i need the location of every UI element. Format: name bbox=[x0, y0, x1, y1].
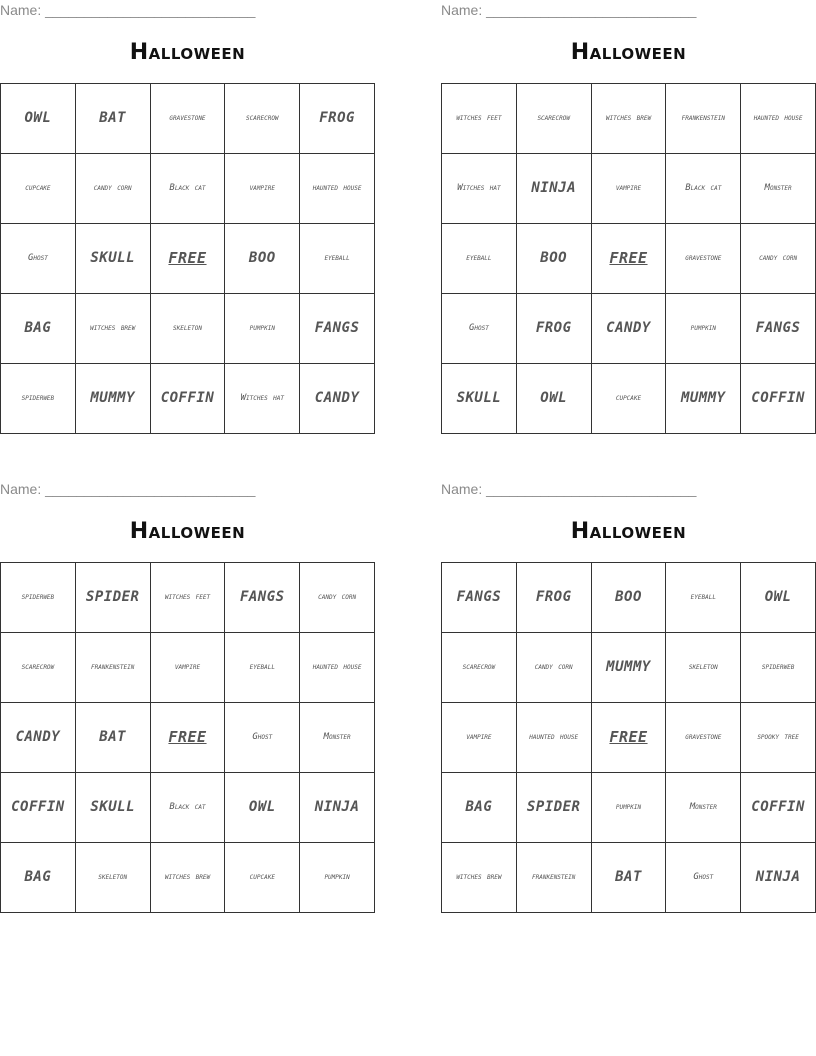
bingo-cell[interactable]: Ghost bbox=[1, 224, 76, 294]
bingo-grid bbox=[441, 562, 816, 913]
bingo-row bbox=[1, 563, 375, 633]
bingo-cell[interactable]: haunted house bbox=[300, 154, 375, 224]
free-space-cell[interactable]: FREE bbox=[150, 224, 225, 294]
free-space-cell[interactable]: FREE bbox=[591, 224, 666, 294]
bingo-row bbox=[1, 633, 375, 703]
bingo-cell[interactable]: BAT bbox=[75, 703, 150, 773]
bingo-row bbox=[442, 154, 816, 224]
bingo-cell[interactable]: eyeball bbox=[442, 224, 517, 294]
bingo-cell[interactable]: CANDY bbox=[300, 364, 375, 434]
bingo-cell[interactable]: skeleton bbox=[75, 843, 150, 913]
bingo-cell[interactable]: vampire bbox=[225, 154, 300, 224]
free-space-cell[interactable]: FREE bbox=[150, 703, 225, 773]
card-title: Halloween bbox=[129, 40, 246, 65]
bingo-cell[interactable]: gravestone bbox=[666, 224, 741, 294]
bingo-cell[interactable]: FROG bbox=[516, 563, 591, 633]
bingo-cell[interactable]: gravestone bbox=[150, 84, 225, 154]
name-field[interactable]: Name: ___________________________ bbox=[441, 481, 697, 497]
bingo-cell[interactable]: scarecrow bbox=[1, 633, 76, 703]
bingo-cell[interactable]: Witches hat bbox=[225, 364, 300, 434]
bingo-cell[interactable]: pumpkin bbox=[666, 294, 741, 364]
bingo-cell[interactable]: skeleton bbox=[666, 633, 741, 703]
bingo-cell[interactable]: CANDY bbox=[591, 294, 666, 364]
bingo-cell[interactable]: spiderweb bbox=[1, 364, 76, 434]
card-title: Halloween bbox=[129, 519, 246, 544]
bingo-row bbox=[442, 703, 816, 773]
bingo-row bbox=[1, 703, 375, 773]
bingo-cell[interactable]: BAT bbox=[591, 843, 666, 913]
bingo-cell[interactable]: FANGS bbox=[442, 563, 517, 633]
bingo-row bbox=[442, 843, 816, 913]
bingo-cell[interactable]: COFFIN bbox=[1, 773, 76, 843]
bingo-cell[interactable]: witches brew bbox=[150, 843, 225, 913]
bingo-cell[interactable]: MUMMY bbox=[591, 633, 666, 703]
bingo-cell[interactable]: haunted house bbox=[741, 84, 816, 154]
bingo-cell[interactable]: skeleton bbox=[150, 294, 225, 364]
bingo-cell[interactable]: witches feet bbox=[442, 84, 517, 154]
bingo-row bbox=[442, 633, 816, 703]
bingo-grid bbox=[441, 83, 816, 434]
bingo-cell[interactable]: FANGS bbox=[225, 563, 300, 633]
bingo-cell[interactable]: eyeball bbox=[300, 224, 375, 294]
bingo-row bbox=[442, 294, 816, 364]
bingo-cell[interactable]: candy corn bbox=[300, 563, 375, 633]
card-title: Halloween bbox=[570, 40, 687, 65]
bingo-cell[interactable]: Monster bbox=[300, 703, 375, 773]
bingo-cell[interactable]: scarecrow bbox=[225, 84, 300, 154]
name-field[interactable]: Name: ___________________________ bbox=[441, 2, 697, 18]
bingo-cell[interactable]: Ghost bbox=[666, 843, 741, 913]
bingo-cell[interactable]: Black cat bbox=[150, 773, 225, 843]
bingo-cell[interactable]: candy corn bbox=[741, 224, 816, 294]
bingo-cell[interactable]: COFFIN bbox=[150, 364, 225, 434]
bingo-row bbox=[442, 563, 816, 633]
bingo-cell[interactable]: vampire bbox=[150, 633, 225, 703]
bingo-row bbox=[442, 84, 816, 154]
bingo-cell[interactable]: Black cat bbox=[666, 154, 741, 224]
bingo-cell[interactable]: spiderweb bbox=[741, 633, 816, 703]
bingo-cell[interactable]: COFFIN bbox=[741, 364, 816, 434]
bingo-cell[interactable]: gravestone bbox=[666, 703, 741, 773]
bingo-row bbox=[442, 773, 816, 843]
bingo-row bbox=[1, 773, 375, 843]
bingo-cell[interactable]: cupcake bbox=[225, 843, 300, 913]
bingo-cell[interactable]: COFFIN bbox=[741, 773, 816, 843]
bingo-cell[interactable]: MUMMY bbox=[666, 364, 741, 434]
bingo-row bbox=[1, 224, 375, 294]
bingo-row bbox=[1, 294, 375, 364]
bingo-cell[interactable]: CANDY bbox=[1, 703, 76, 773]
bingo-cell[interactable]: pumpkin bbox=[300, 843, 375, 913]
bingo-cell[interactable]: haunted house bbox=[516, 703, 591, 773]
bingo-cell[interactable]: Monster bbox=[741, 154, 816, 224]
bingo-cell[interactable]: witches brew bbox=[75, 294, 150, 364]
bingo-cell[interactable]: NINJA bbox=[516, 154, 591, 224]
bingo-cell[interactable]: Monster bbox=[666, 773, 741, 843]
name-field[interactable]: Name: ___________________________ bbox=[0, 2, 256, 18]
bingo-cell[interactable]: BOO bbox=[225, 224, 300, 294]
bingo-row bbox=[1, 84, 375, 154]
bingo-grid bbox=[0, 562, 375, 913]
bingo-cell[interactable]: OWL bbox=[225, 773, 300, 843]
bingo-cell[interactable]: SPIDER bbox=[75, 563, 150, 633]
bingo-cell[interactable]: OWL bbox=[516, 364, 591, 434]
bingo-cell[interactable]: FANGS bbox=[300, 294, 375, 364]
bingo-cell[interactable]: Black cat bbox=[150, 154, 225, 224]
bingo-cell[interactable]: SKULL bbox=[442, 364, 517, 434]
bingo-cell[interactable]: cupcake bbox=[591, 364, 666, 434]
bingo-cell[interactable]: spooky tree bbox=[741, 703, 816, 773]
bingo-cell[interactable]: eyeball bbox=[666, 563, 741, 633]
bingo-cell[interactable]: frankenstein bbox=[666, 84, 741, 154]
bingo-cell[interactable]: eyeball bbox=[225, 633, 300, 703]
bingo-cell[interactable]: BAG bbox=[1, 294, 76, 364]
bingo-cell[interactable]: SKULL bbox=[75, 224, 150, 294]
bingo-cell[interactable]: Witches hat bbox=[442, 154, 517, 224]
bingo-cell[interactable]: SPIDER bbox=[516, 773, 591, 843]
bingo-cell[interactable]: cupcake bbox=[1, 154, 76, 224]
bingo-cell[interactable]: witches brew bbox=[591, 84, 666, 154]
bingo-cell[interactable]: NINJA bbox=[300, 773, 375, 843]
bingo-cell[interactable]: BOO bbox=[516, 224, 591, 294]
bingo-cell[interactable]: spiderweb bbox=[1, 563, 76, 633]
bingo-cell[interactable]: frankenstein bbox=[75, 633, 150, 703]
bingo-cell[interactable]: OWL bbox=[741, 563, 816, 633]
bingo-cell[interactable]: vampire bbox=[591, 154, 666, 224]
bingo-cell[interactable]: scarecrow bbox=[442, 633, 517, 703]
name-field[interactable]: Name: ___________________________ bbox=[0, 481, 256, 497]
bingo-cell[interactable]: BAT bbox=[75, 84, 150, 154]
bingo-row bbox=[1, 843, 375, 913]
bingo-cell[interactable]: NINJA bbox=[741, 843, 816, 913]
bingo-cell[interactable]: Ghost bbox=[442, 294, 517, 364]
bingo-grid bbox=[0, 83, 375, 434]
bingo-cell[interactable]: FROG bbox=[300, 84, 375, 154]
bingo-row bbox=[1, 364, 375, 434]
bingo-cell[interactable]: vampire bbox=[442, 703, 517, 773]
bingo-cell[interactable]: candy corn bbox=[516, 633, 591, 703]
bingo-cell[interactable]: candy corn bbox=[75, 154, 150, 224]
bingo-cell[interactable]: SKULL bbox=[75, 773, 150, 843]
bingo-cell[interactable]: witches brew bbox=[442, 843, 517, 913]
bingo-cell[interactable]: BAG bbox=[442, 773, 517, 843]
bingo-row bbox=[442, 364, 816, 434]
bingo-cell[interactable]: pumpkin bbox=[591, 773, 666, 843]
bingo-row bbox=[442, 224, 816, 294]
bingo-cell[interactable]: pumpkin bbox=[225, 294, 300, 364]
card-title: Halloween bbox=[570, 519, 687, 544]
bingo-cell[interactable]: MUMMY bbox=[75, 364, 150, 434]
bingo-cell[interactable]: frankenstein bbox=[516, 843, 591, 913]
bingo-cell[interactable]: haunted house bbox=[300, 633, 375, 703]
bingo-cell[interactable]: BAG bbox=[1, 843, 76, 913]
bingo-cell[interactable]: FANGS bbox=[741, 294, 816, 364]
free-space-cell[interactable]: FREE bbox=[591, 703, 666, 773]
bingo-cell[interactable]: FROG bbox=[516, 294, 591, 364]
bingo-cell[interactable]: scarecrow bbox=[516, 84, 591, 154]
bingo-cell[interactable]: witches feet bbox=[150, 563, 225, 633]
bingo-cell[interactable]: BOO bbox=[591, 563, 666, 633]
bingo-cell[interactable]: Ghost bbox=[225, 703, 300, 773]
bingo-row bbox=[1, 154, 375, 224]
bingo-cell[interactable]: OWL bbox=[1, 84, 76, 154]
